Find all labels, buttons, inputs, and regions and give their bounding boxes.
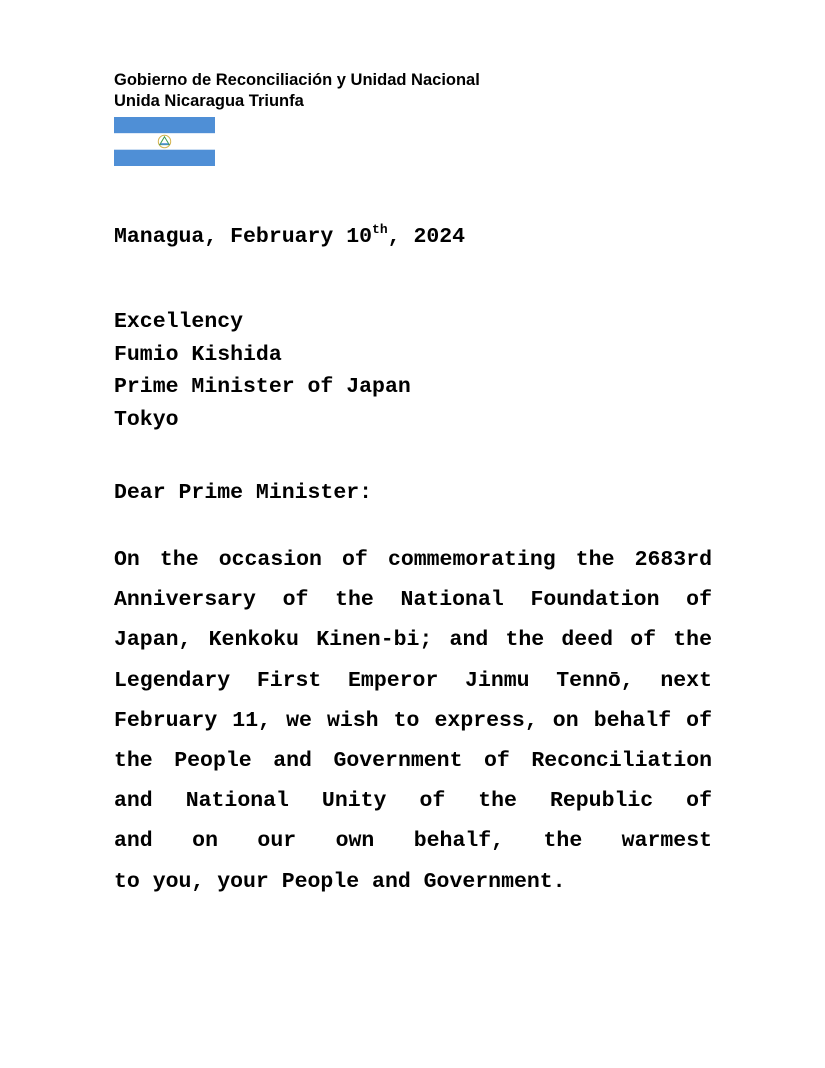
body-line: Anniversary of the National Foundation of [114,588,712,613]
body-line: to you, your People and Government. [114,869,566,894]
letter-body [114,540,712,902]
letter-date [114,222,465,254]
body-line: the People and Government of Reconciliation [114,748,712,773]
addressee-title: Prime Minister of Japan [114,375,411,399]
addressee-name: Fumio Kishida [114,342,282,367]
salutation: Dear Prime Minister: [114,481,373,505]
nicaragua-flag-icon [114,117,215,166]
letterhead-slogan: Unida Nicaragua Triunfa [114,92,304,110]
body-line: and National Unity of the Republic of [114,789,712,814]
addressee-city: Tokyo [114,407,179,432]
body-line: Japan, Kenkoku Kinen-bi; and the deed of the [114,628,712,653]
body-line: On the occasion of commemorating the 2683rd [114,548,712,572]
addressee-block [114,306,411,436]
letterhead-government-name: Gobierno de Reconciliación y Unidad Nacional [114,71,480,89]
date-year: , 2024 [387,225,466,249]
addressee-honorific: Excellency [114,310,244,334]
date-ordinal-suffix: th [372,222,388,237]
body-line: February 11, we wish to express, on behalf of [114,708,712,733]
letterhead [114,70,480,112]
body-line: Legendary First Emperor Jinmu Tennō, next [114,668,712,693]
date-text: Managua, February 10 [114,225,373,249]
body-line: and on our own behalf, the warmest [114,829,712,854]
